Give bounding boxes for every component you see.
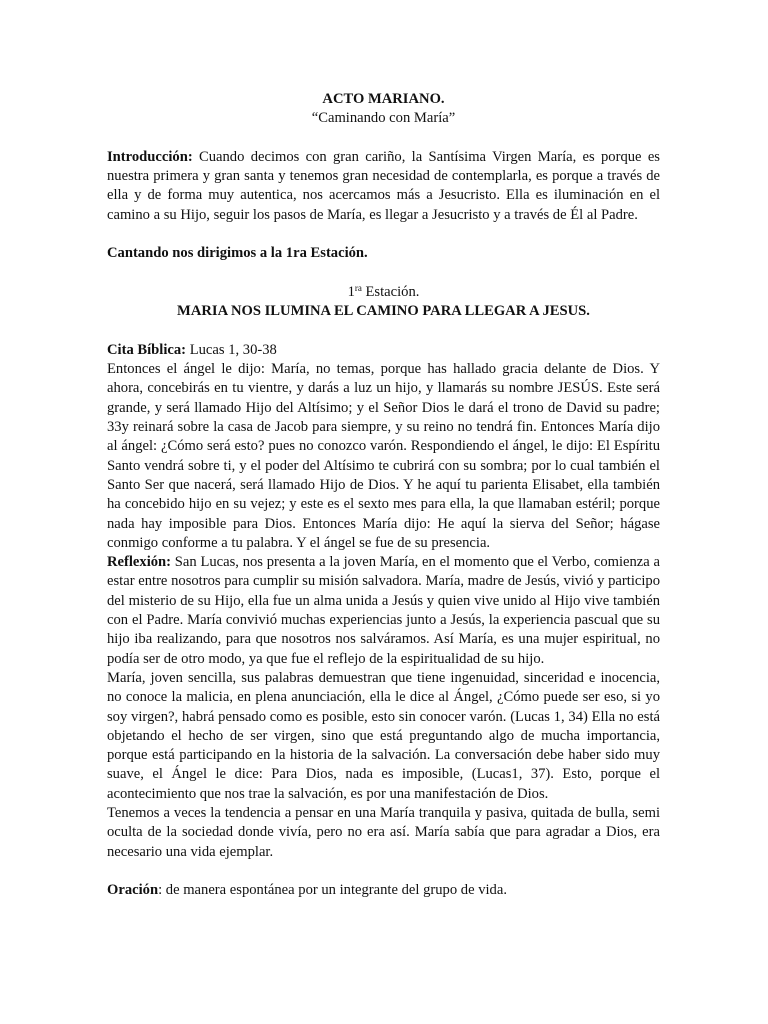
spacer <box>107 322 660 341</box>
spacer <box>107 129 660 148</box>
document-subtitle: “Caminando con María” <box>311 110 456 127</box>
intro-paragraph <box>107 148 660 225</box>
reflexion-text: San Lucas, nos presenta a la joven María, en el momento que el Verbo, comienza a estar entre nosotros para cumplir su misión salvadora. María, madre de Jesús, vivió y participo del misterio de su Hijo, ella fue un alma unida a Jesús y quien vive unido al Hijo vive también con el Padre. María convivió muchas experiencias junto a Jesús, la experiencia pascual que su hijo iba realizando, para que nosotros nos salváramos. Así María, es una mujer espiritual, no podía ser de otro modo, ya que fue el reflejo de la espiritualidad de su hijo. <box>107 554 660 667</box>
station-number <box>107 283 660 302</box>
reflexion-paragraph <box>107 553 660 669</box>
reflexion-paragraph-3: Tenemos a veces la tendencia a pensar en una María tranquila y pasiva, quitada de bulla, semi oculta de la sociedad donde vivía, pero no era así. María sabía que para agradar a Dios, era necesario una vida ejemplar. <box>107 804 660 860</box>
intro-text: Cuando decimos con gran cariño, la Santísima Virgen María, es porque es nuestra primera y gran santa y tenemos gran necesidad de contemplarla, es porque a través de ella y de forma muy autentica, nos acercamos más a Jesucristo. Ella es iluminación en el camino a su Hijo, seguir los pasos de María, es llegar a Jesucristo y a través de Él al Padre. <box>107 148 660 223</box>
cita-text: Entonces el ángel le dijo: María, no temas, porque has hallado gracia delante de Dios. Y ahora, concebirás en tu vientre, y darás a luz un hijo, y llamarás su nombre JESÚS. Este será grande, y será llamado Hijo del Altísimo; y el Señor Dios le dará el trono de David su padre; 33y reinará sobre la casa de Jacob para siempre, y su reino no tendrá fin. Entonces María dijo al ángel: ¿Cómo será esto? pues no conozco varón. Respondiendo el ángel, le dijo: El Espíritu Santo vendrá sobre ti, y el poder del Altísimo te cubrirá con su sombra; por lo cual también el Santo Ser que nacerá, será llamado Hijo de Dios. Y he aquí tu parienta Elisabet, ella también ha concebido hijo en su vejez; y este es el sexto mes para ella, la que llamaban estéril; porque nada hay imposible para Dios. Entonces María dijo: He aquí la sierva del Señor; hágase conmigo conforme a tu palabra. Y el ángel se fue de su presencia. <box>107 361 660 551</box>
document-page <box>107 90 660 900</box>
reflexion-paragraph-2: María, joven sencilla, sus palabras demuestran que tiene ingenuidad, sinceridad e inocencia, no conoce la malicia, en plena anunciación, ella le dice al Ángel, ¿Cómo puede ser eso, si yo soy virgen?, habrá pensado como es posible, esto sin conocer varón. (Lucas 1, 34) Ella no está objetando el hecho de ser virgen, sino que está preguntando algo de mucha importancia, porque está participando en la historia de la salvación. La conversación debe haber sido muy suave, el Ángel le dice: Para Dios, nada es imposible, (Lucas1, 37). Esto, porque el acontecimiento que nos trae la salvación, es por una manifestación de Dios. <box>107 669 660 802</box>
intro-label: Introducción: <box>107 148 193 165</box>
singing-line: Cantando nos dirigimos a la 1ra Estación. <box>107 245 368 262</box>
document-title: ACTO MARIANO. <box>322 91 445 107</box>
spacer <box>107 225 660 244</box>
reflexion-label: Reflexión: <box>107 554 172 571</box>
cita-line <box>107 341 660 360</box>
oracion-text: : de manera espontánea por un integrante del grupo de vida. <box>158 882 507 899</box>
station-label: Estación. <box>361 283 420 300</box>
spacer <box>107 862 660 881</box>
cita-ref: Lucas 1, 30-38 <box>186 341 277 358</box>
spacer <box>107 264 660 283</box>
oracion-label: Oración <box>107 882 159 899</box>
station-num: 1 <box>347 283 355 300</box>
oracion-line <box>107 881 660 900</box>
cita-label: Cita Bíblica: <box>107 341 187 358</box>
station-sup: ra <box>354 282 362 293</box>
station-heading: MARIA NOS ILUMINA EL CAMINO PARA LLEGAR A JESUS. <box>177 303 590 320</box>
